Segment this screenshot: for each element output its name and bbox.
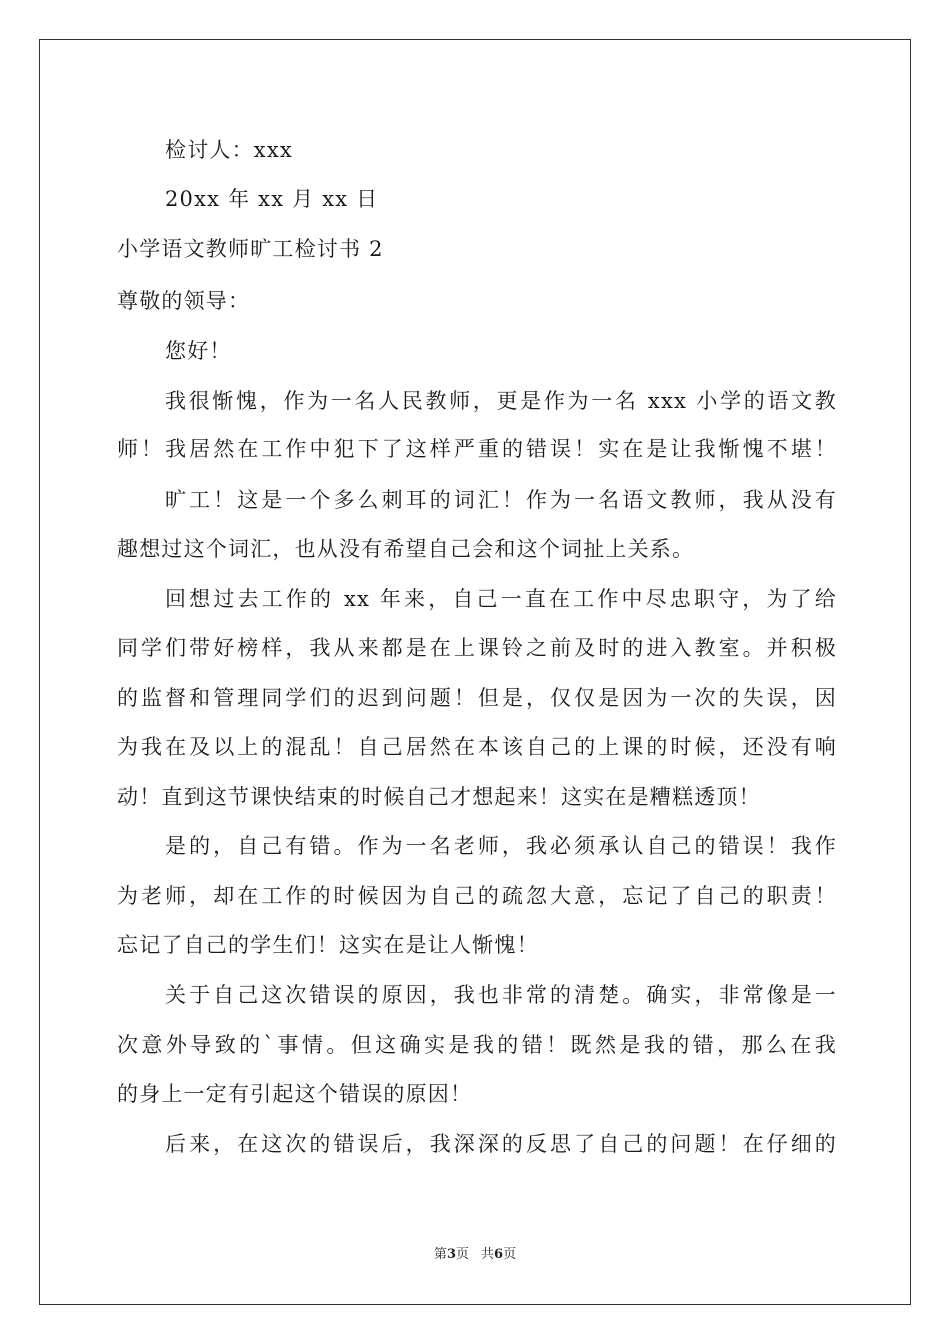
paragraph-line: 我很惭愧，作为一名人民教师，更是作为一名 xxx 小学的语文教 <box>165 389 837 413</box>
footer-total-prefix: 共 <box>481 1247 495 1262</box>
paragraph-line: 为老师，却在工作的时候因为自己的疏忽大意，忘记了自己的职责！ <box>117 884 837 908</box>
paragraph-line: 旷工！这是一个多么刺耳的词汇！作为一名语文教师，我从没有 <box>165 488 837 512</box>
paragraph-line: 的监督和管理同学们的迟到问题！但是，仅仅是因为一次的失误，因 <box>117 686 837 710</box>
paragraph-line: 关于自己这次错误的原因，我也非常的清楚。确实，非常像是一 <box>165 983 837 1007</box>
paragraph-line: 的身上一定有引起这个错误的原因！ <box>117 1082 473 1106</box>
footer-page-total: 6 <box>494 1247 504 1262</box>
page-border <box>39 39 911 1305</box>
paragraph-line: 次意外导致的`事情。但这确实是我的错！既然是我的错，那么在我 <box>117 1033 837 1057</box>
paragraph-line: 师！我居然在工作中犯下了这样严重的错误！实在是让我惭愧不堪！ <box>117 437 837 461</box>
signature-date: 20xx 年 xx 月 xx 日 <box>165 187 379 211</box>
paragraph-line: 动！直到这节课快结束的时候自己才想起来！这实在是糟糕透顶！ <box>117 785 761 809</box>
signature-label: 检讨人：xxx <box>165 138 293 162</box>
paragraph-line: 回想过去工作的 xx 年来，自己一直在工作中尽忠职守，为了给 <box>165 587 837 611</box>
paragraph-line: 是的，自己有错。作为一名老师，我必须承认自己的错误！我作 <box>165 834 837 858</box>
footer-total-suffix: 页 <box>503 1247 517 1262</box>
paragraph-line: 为我在及以上的混乱！自己居然在本该自己的上课的时候，还没有响 <box>117 735 837 759</box>
document-title: 小学语文教师旷工检讨书 2 <box>117 237 384 261</box>
footer-page-suffix: 页 <box>455 1247 469 1262</box>
salutation: 尊敬的领导： <box>117 289 251 313</box>
paragraph-line: 忘记了自己的学生们！这实在是让人惭愧！ <box>117 933 539 957</box>
paragraph-line: 趣想过这个词汇，也从没有希望自己会和这个词扯上关系。 <box>117 537 695 561</box>
paragraph-line: 后来，在这次的错误后，我深深的反思了自己的问题！在仔细的 <box>165 1132 837 1156</box>
greeting: 您好！ <box>165 339 232 363</box>
page-footer <box>0 1246 950 1264</box>
paragraph-line: 同学们带好榜样，我从来都是在上课铃之前及时的进入教室。并积极 <box>117 636 837 660</box>
footer-page-current: 3 <box>446 1247 456 1262</box>
footer-page-prefix: 第 <box>433 1247 447 1262</box>
